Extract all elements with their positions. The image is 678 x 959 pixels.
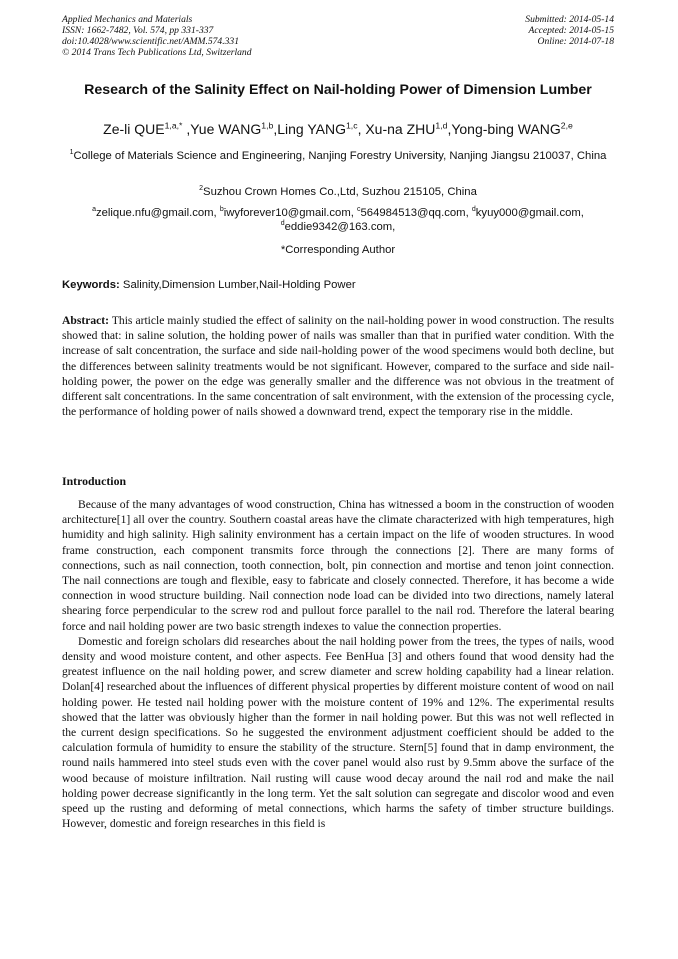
author-name: Ze-li QUE [103, 121, 165, 137]
journal-name: Applied Mechanics and Materials [62, 14, 193, 25]
author-name: Yue WANG [190, 121, 262, 137]
email-sup: d [471, 206, 476, 214]
author-affiliation-sup: 1,d [435, 120, 448, 131]
corresponding-author-note: *Corresponding Author [280, 244, 396, 256]
abstract-label: Abstract: [62, 314, 110, 327]
author-separator: , [357, 121, 366, 137]
author-affiliation-sup: 1,c [345, 120, 358, 131]
keywords-label: Keywords: [62, 279, 120, 291]
author-affiliation-sup: 1,a,* [164, 120, 183, 131]
section-heading: Introduction [62, 474, 127, 488]
publication-dates [525, 14, 614, 47]
author-name: Yong-bing WANG [451, 121, 561, 137]
keywords [62, 278, 614, 292]
abstract-text: This article mainly studied the effect of salinity on the nail-holding power in wood construction. The results showed that: in saline solution, the holding power of nails was smaller than that in purified water condition. With the increase of salt concentration, the surface and side nail-holding power of the wood specimens would both decline, but the differences between salinity treatments would be not significant. However, compared to the surface and side nail-holding power, the power on the edge was generally smaller and the difference was not obvious in the treatment of different salt concentrations. In the same concentration of salt environment, with the extension of the processing cycle, the performance of holding power of nails showed a downward trend, expect the temporary rise in the middle. [62, 314, 614, 419]
submitted-date: Submitted: 2014-05-14 [525, 14, 614, 25]
author-name: Ling YANG [277, 121, 346, 137]
affiliation-2 [62, 185, 614, 199]
author-separator: , [273, 121, 278, 137]
affiliation-text: Suzhou Crown Homes Co.,Ltd, Suzhou 215105, China [203, 186, 477, 198]
author-affiliation-sup: 1,b [261, 120, 274, 131]
journal-copyright: © 2014 Trans Tech Publications Ltd, Switzerland [62, 47, 252, 58]
affiliation-text: College of Materials Science and Engineering, Nanjing Forestry University, Nanjing Jiangsu 210037, China [73, 150, 607, 162]
accepted-date: Accepted: 2014-05-15 [528, 25, 614, 36]
email-address: 564984513@qq.com, [360, 207, 472, 219]
paper-title: Research of the Salinity Effect on Nail-holding Power of Dimension Lumber [84, 82, 592, 98]
email-sup: d [280, 220, 285, 228]
email-address: iwyforever10@gmail.com, [223, 207, 358, 219]
introduction-body [62, 497, 614, 831]
paragraph: Domestic and foreign scholars did researches about the nail holding power from the trees, the types of nails, wood density and wood moisture content, and other aspects. Fee BenHua [3] and others found that wood density had the greatest influence on the nail holding power, and screw diameter and screw holding capability had a linear relation. Dolan[4] researched about the influences of different physical properties by different moisture content of wood on nail holding power. He tested nail holding power with the moisture content of 19% and 12%. The experimental results showed that the latter was obviously higher than the former in nail holding power. But this was not well reflected in the current design specifications. So he suggested the environment adjustment coefficient should be added to the calculation formula of humidity to ensure the stability of the structure. Stern[5] found that in damp environment, the round nails hammered into steel studs even with the cover panel would also rust by 9.5mm above the surface of the wood because of moisture infiltration. Nail rusting will cause wood decay around the nail rod and make the nail holding power decrease significantly in the long term. Yet the salt solution can segregate and discolor wood and even speed up the rusting and deforming of metal connections, which harms the safety of timber structure buildings. However, domestic and foreign researches in this field is [62, 634, 614, 831]
email-address: kyuy000@gmail.com, [475, 207, 584, 219]
journal-doi: doi:10.4028/www.scientific.net/AMM.574.331 [62, 36, 240, 47]
journal-info [62, 14, 252, 58]
email-address: zelique.nfu@gmail.com, [95, 207, 220, 219]
affiliation-number: 1 [69, 149, 74, 157]
author-separator: , [182, 121, 191, 137]
online-date: Online: 2014-07-18 [537, 36, 614, 47]
abstract [62, 313, 614, 419]
email-sup: b [219, 206, 224, 214]
affiliation-1 [62, 149, 614, 163]
author-separator: , [447, 121, 452, 137]
email-address: eddie9342@163.com, [284, 221, 396, 233]
email-list [62, 206, 614, 234]
author-affiliation-sup: 2,e [560, 120, 573, 131]
author-name: Xu-na ZHU [365, 121, 436, 137]
email-sup: a [92, 206, 96, 214]
author-list [62, 121, 614, 138]
affiliation-number: 2 [199, 185, 204, 193]
keywords-text: Salinity,Dimension Lumber,Nail-Holding Power [119, 279, 356, 291]
paragraph: Because of the many advantages of wood construction, China has witnessed a boom in the construction of wooden architecture[1] all over the country. Southern coastal areas have the climate characterized with high temperatures, high humidity and high salinity. High salinity environment has a certain impact on the life of wooden structures. In wood frame construction, each component transmits force through the connections [2]. There are many forms of connections, such as nail connection, tooth connection, bolt, pin connection and mortise and tenon joint connection. The nail connections are tough and flexible, easy to fabricate and closely connected. Therefore, it has become a wide connection in wood structure building. Nail connection node load can be divided into two directions, namely lateral shearing force perpendicular to the screw rod and pullout force parallel to the nail rod. Therefore the lateral bearing force and nail holding power are two basic strength indexes to value the connection properties. [62, 498, 614, 633]
journal-issn: ISSN: 1662-7482, Vol. 574, pp 331-337 [62, 25, 214, 36]
email-sup: c [357, 206, 361, 214]
